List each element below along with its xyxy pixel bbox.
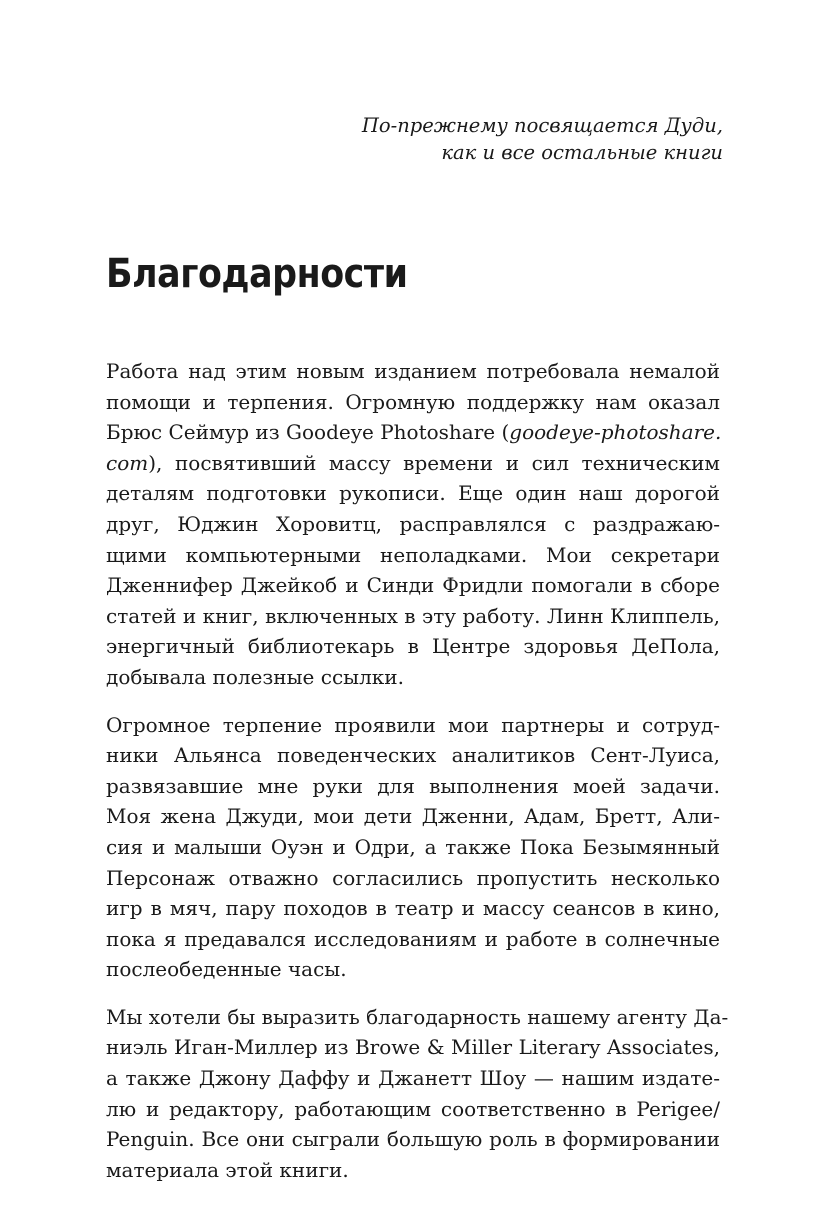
dedication <box>163 112 723 166</box>
text-line <box>106 448 720 479</box>
text-run: ), посвятивший массу времени и сил техническим <box>148 450 720 475</box>
text-line: пока я предавался исследованиям и работе в солнечные <box>106 926 720 951</box>
text-line: добывала полезные ссылки. <box>106 664 404 689</box>
text-line: Работа над этим новым изданием потребовала немалой <box>106 359 720 383</box>
text-line: материала этой книги. <box>106 1157 349 1182</box>
text-line: ниэль Иган-Миллер из Browe & Miller Literary Associates, <box>106 1035 720 1060</box>
url-text: com <box>106 450 149 475</box>
paragraph <box>106 1002 729 1186</box>
text-line: Penguin. Все они сыграли большую роль в формировании <box>106 1127 720 1152</box>
dedication-line: как и все остальные книги <box>441 141 723 164</box>
text-line: щими компьютерными неполадками. Мои секретари <box>106 542 720 567</box>
text-run: Брюс Сеймур из Goodeye Photoshare ( <box>106 420 510 445</box>
text-line: энергичный библиотекарь в Центре здоровья ДеПола, <box>106 634 720 659</box>
paragraph <box>106 356 720 693</box>
text-line: деталям подготовки рукописи. Еще один наш дорогой <box>106 481 720 506</box>
text-line: ники Альянса поведенческих аналитиков Сент-Луиса, <box>106 743 720 768</box>
acknowledgements-text <box>106 356 729 1202</box>
text-line: Персонаж отважно согласились пропустить несколько <box>106 865 720 890</box>
text-line: Мы хотели бы выразить благодарность нашему агенту Да- <box>106 1004 729 1029</box>
text-line: помощи и терпения. Огромную поддержку нам оказал <box>106 389 720 414</box>
text-line: друг, Юджин Хоровитц, расправлялся с раздражаю- <box>106 511 720 536</box>
page-title: Благодарности <box>106 251 408 297</box>
text-line <box>106 417 720 448</box>
text-line: послеобеденные часы. <box>106 957 347 982</box>
url-text: goodeye-photoshare. <box>509 420 722 445</box>
text-line: развязавшие мне руки для выполнения моей задачи. <box>106 773 720 798</box>
text-line: игр в мяч, пару походов в театр и массу сеансов в кино, <box>106 896 720 921</box>
text-line: сия и малыши Оуэн и Одри, а также Пока Безымянный <box>106 834 720 859</box>
text-line: Моя жена Джуди, мои дети Дженни, Адам, Бретт, Али- <box>106 804 720 829</box>
text-line: Дженнифер Джейкоб и Синди Фридли помогали в сборе <box>106 573 720 598</box>
text-line: Огромное терпение проявили мои партнеры и сотруд- <box>106 712 720 737</box>
text-line: лю и редактору, работающим соответственно в Perigee/ <box>106 1096 720 1121</box>
paragraph <box>106 710 720 985</box>
dedication-line: По-прежнему посвящается Дуди, <box>361 114 723 137</box>
text-line: статей и книг, включенных в эту работу. Линн Клиппель, <box>106 603 720 628</box>
text-line: а также Джону Даффу и Джанетт Шоу — нашим издате- <box>106 1066 720 1091</box>
